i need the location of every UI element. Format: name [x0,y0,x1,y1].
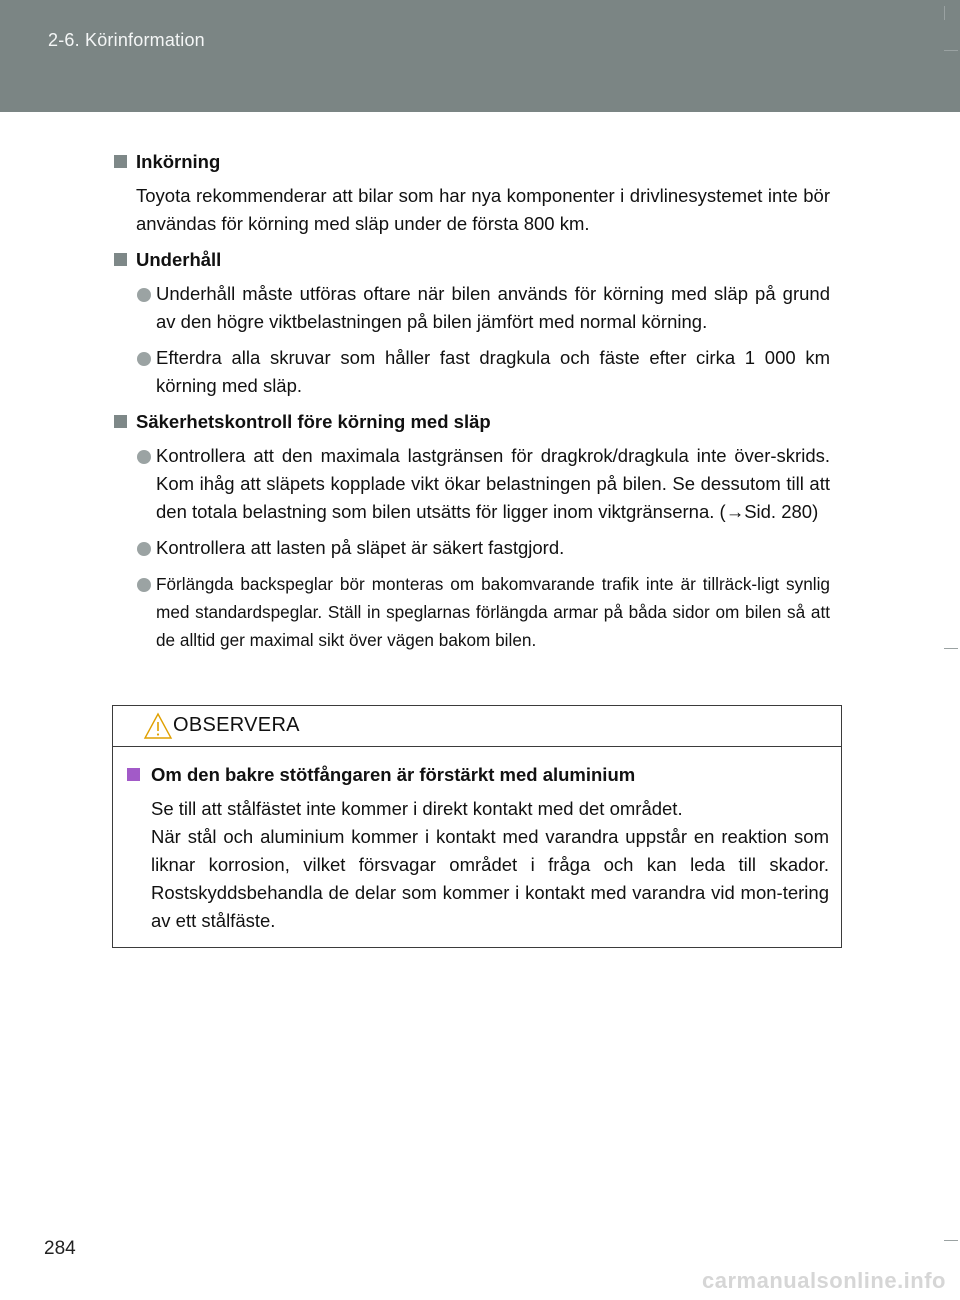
section-title: Säkerhetskontroll före körning med släp [114,408,830,436]
watermark: carmanualsonline.info [702,1268,946,1293]
caution-header [113,706,841,747]
list-item: Kontrollera att den maximala lastgränsen för dragkrok/dragkula inte över-skrids. Kom ihåg att släpets kopplade vikt ökar belastningen på bilen. Se dessutom till att den totala belastning som bilen utsätts för ligger inom viktgränserna. (→Sid. 280) [114,442,830,526]
page-header [0,0,960,112]
section-sakerhetskontroll [114,408,830,654]
list-item: Efterdra alla skruvar som håller fast dragkula och fäste efter cirka 1 000 km körning med släp. [114,344,830,400]
section-heading: 2-6. Körinformation [48,30,205,50]
crop-mark-bottom [944,1240,958,1241]
caution-title: Om den bakre stötfångaren är förstärkt med aluminium [127,761,829,789]
caution-label: OBSERVERA [173,714,300,736]
section-underhall [114,246,830,400]
square-bullet-icon [114,155,127,168]
section-title: Inkörning [114,148,830,176]
caution-box [112,705,842,948]
list-item: Underhåll måste utföras oftare när bilen används för körning med släp på grund av den högre viktbelastningen på bilen jämfört med normal körning. [114,280,830,336]
circle-bullet-icon [137,450,151,464]
page-number: 284 [44,1238,76,1259]
crop-mark-top-h [944,50,958,51]
list-item: Kontrollera att lasten på släpet är säkert fastgjord. [114,534,830,562]
circle-bullet-icon [137,288,151,302]
caution-text: När stål och aluminium kommer i kontakt med varandra uppstår en reaktion som liknar korrosion, vilket försvagar området i fråga och kan leda till skador. Rostskyddsbehandla de delar som kommer i kontakt med varandra vid mon-tering av ett stålfäste. [151,826,829,931]
main-content [114,148,830,662]
caution-body [113,747,841,935]
circle-bullet-icon [137,542,151,556]
section-inkorning [114,148,830,238]
section-text: Toyota rekommenderar att bilar som har nya komponenter i drivlinesystemet inte bör användas för körning med släp under de första 800 km. [136,185,830,234]
list-item: Förlängda backspeglar bör monteras om bakomvarande trafik inte är tillräck-ligt synlig med standardspeglar. Ställ in speglarnas förlängda armar på båda sidor om bilen så att de alltid ger maximal sikt över vägen bakom bilen. [114,570,830,654]
section-title: Underhåll [114,246,830,274]
warning-triangle-icon [143,712,173,740]
crop-mark-top [944,6,945,20]
caution-text: Se till att stålfästet inte kommer i direkt kontakt med det området. [151,798,683,819]
square-bullet-icon [114,415,127,428]
circle-bullet-icon [137,352,151,366]
square-bullet-icon [127,768,140,781]
circle-bullet-icon [137,578,151,592]
square-bullet-icon [114,253,127,266]
crop-mark-mid [944,648,958,649]
